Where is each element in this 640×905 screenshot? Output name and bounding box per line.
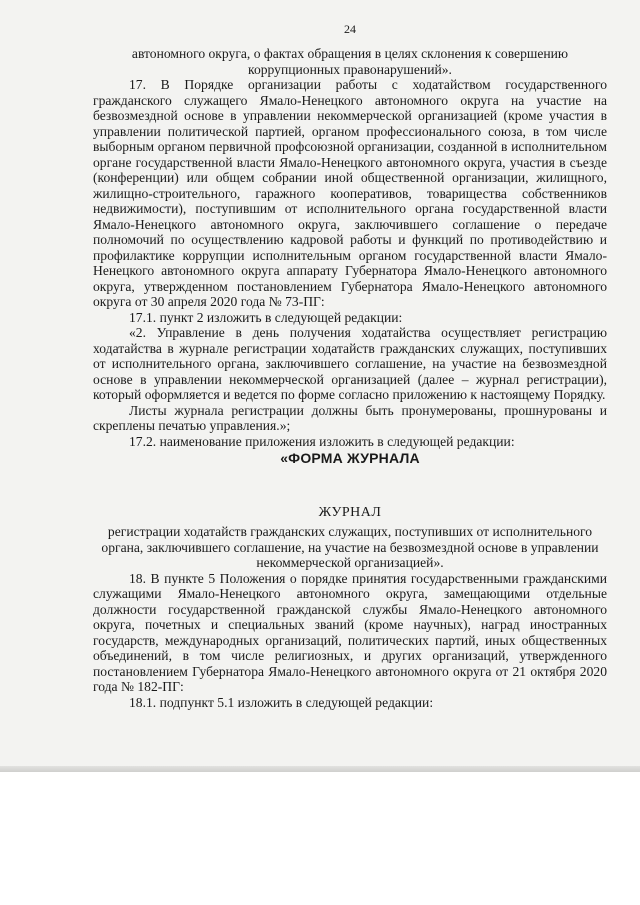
- journal-title: ЖУРНАЛ: [318, 504, 382, 520]
- scan-edge: [0, 766, 640, 772]
- paragraph-journal-sheets: Листы журнала регистрации должны быть пронумерованы, прошнурованы и скреплены печатью управления.»;: [93, 402, 607, 433]
- page-number: 24: [344, 22, 356, 36]
- paragraph-continuation: автономного округа, о фактах обращения в целях склонения к совершению коррупционных правонарушений».: [131, 46, 569, 77]
- paragraph-18-1: 18.1. подпункт 5.1 изложить в следующей редакции:: [129, 694, 434, 710]
- journal-subtitle: регистрации ходатайств гражданских служащих, поступивших от исполнительного органа, заключившего соглашение, на участие на безвозмездной основе в управлении некоммерческой организацией».: [101, 524, 599, 570]
- form-title: «ФОРМА ЖУРНАЛА: [280, 450, 420, 466]
- paragraph-18: 18. В пункте 5 Положения о порядке принятия государственными гражданскими служащими Ямало-Ненецкого автономного округа, замещающими отдельные должности государственной гражданской службы Ямало-Ненецкого автономного округа, почетных и специальных званий (кроме научных), наград иностранных государств, международных организаций, политических партий, иных общественных объединений, в том числе религиозных, и других организаций, утвержденного постановлением Губернатора Ямало-Ненецкого автономного округа от 21 октября 2020 года № 182-ПГ:: [93, 570, 607, 694]
- document-body: [93, 46, 607, 710]
- paragraph-quote-2: «2. Управление в день получения ходатайства осуществляет регистрацию ходатайства в журнале регистрации ходатайств гражданских служащих, поступивших от исполнительного органа, заключившего соглашение, на участие на безвозмездной основе в управлении некоммерческой организацией (далее – журнал регистрации), который оформляется и ведется по форме согласно приложению к настоящему Порядку.: [93, 325, 607, 402]
- paragraph-17-2: 17.2. наименование приложения изложить в следующей редакции:: [129, 433, 515, 449]
- paragraph-17: 17. В Порядке организации работы с ходатайством государственного гражданского служащего Ямало-Ненецкого автономного округа на участие на безвозмездной основе в управлении некоммерческой организацией (кроме участия в управлении политической партией, органом профессионального союза, в том числе выборным органом первичной профсоюзной организации, созданной в исполнительном органе государственной власти Ямало-Ненецкого автономного округа, участия в съезде (конференции) или общем собрании иной общественной организации, жилищного, жилищно-строительного, гаражного кооперативов, товарищества собственников недвижимости), поступившим от исполнительного органа государственной власти Ямало-Ненецкого автономного округа, заключившего соглашение о передаче полномочий по осуществлению кадровой работы и функций по противодействию и профилактике коррупции исполнительным органом государственной власти Ямало-Ненецкого автономного округа аппарату Губернатора Ямало-Ненецкого автономного округа, утвержденном постановлением Губернатора Ямало-Ненецкого автономного округа от 30 апреля 2020 года № 73-ПГ:: [93, 77, 607, 309]
- paragraph-17-1: 17.1. пункт 2 изложить в следующей редакции:: [129, 309, 403, 325]
